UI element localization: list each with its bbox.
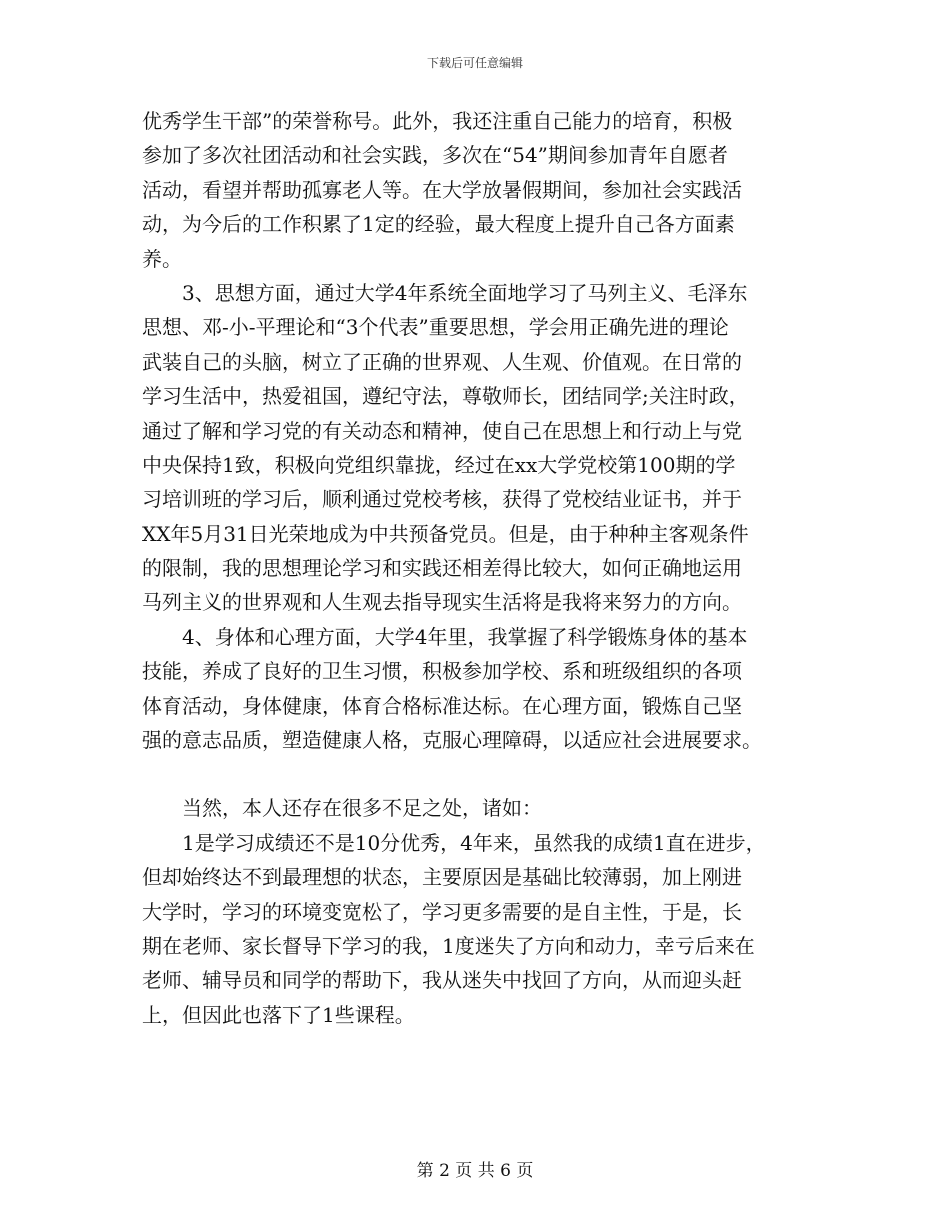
text-line: 通过了解和学习党的有关动态和精神，使自己在思想上和行动上与党 <box>142 418 742 443</box>
text-line: 武装自己的头脑，树立了正确的世界观、人生观、价值观。在日常的 <box>142 349 742 374</box>
text-line: 习培训班的学习后，顺利通过党校考核，获得了党校结业证书，并于 <box>142 487 742 512</box>
text-line: 4、身体和心理方面，大学4年里，我掌握了科学锻炼身体的基本 <box>142 624 748 649</box>
text-line: 体育活动，身体健康，体育合格标准达标。在心理方面，锻炼自己坚 <box>142 693 742 718</box>
page-header: 下载后可任意编辑 <box>426 56 523 70</box>
text-line: 优秀学生干部”的荣誉称号。此外，我还注重自己能力的培育，积极 <box>142 109 733 133</box>
text-line: 但却始终达不到最理想的状态，主要原因是基础比较薄弱，加上刚进 <box>142 865 742 890</box>
paragraph-gap <box>142 757 822 791</box>
text-line: 大学时，学习的环境变宽松了，学习更多需要的是自主性，于是，长 <box>142 899 742 924</box>
text-line: 当然，本人还存在很多不足之处，诸如： <box>142 796 542 821</box>
text-line: 3、思想方面，通过大学4年系统全面地学习了马列主义、毛泽东 <box>142 280 748 305</box>
document-body <box>142 104 822 1032</box>
text-line: 中央保持1致，积极向党组织靠拢，经过在xx大学党校第100期的学 <box>142 452 736 477</box>
text-line: 养。 <box>142 246 182 271</box>
text-line: 老师、辅导员和同学的帮助下，我从迷失中找回了方向，从而迎头赶 <box>142 968 742 993</box>
text-line: 动，为今后的工作积累了1定的经验，最大程度上提升自己各方面素 <box>142 212 735 237</box>
text-line: 强的意志品质，塑造健康人格，克服心理障碍，以适应社会进展要求。 <box>142 728 762 753</box>
page-number-footer: 第 2 页 共 6 页 <box>416 1161 534 1181</box>
text-line: 技能，养成了良好的卫生习惯，积极参加学校、系和班级组织的各项 <box>142 659 742 684</box>
text-line: 思想、邓-小-平理论和“3个代表”重要思想，学会用正确先进的理论 <box>142 315 729 340</box>
text-line: 活动，看望并帮助孤寡老人等。在大学放暑假期间，参加社会实践活 <box>142 177 742 202</box>
text-line: 的限制，我的思想理论学习和实践还相差得比较大，如何正确地运用 <box>142 556 742 581</box>
text-line: 上，但因此也落下了1些课程。 <box>142 1002 415 1027</box>
text-line: 学习生活中，热爱祖国，遵纪守法，尊敬师长，团结同学;关注时政， <box>142 384 749 409</box>
text-line: 参加了多次社团活动和社会实践，多次在“54”期间参加青年自愿者 <box>142 143 728 168</box>
text-line: 期在老师、家长督导下学习的我，1度迷失了方向和动力，幸亏后来在 <box>142 933 755 958</box>
text-line: 马列主义的世界观和人生观去指导现实生活将是我将来努力的方向。 <box>142 590 742 615</box>
text-line: 1是学习成绩还不是10分优秀，4年来，虽然我的成绩1直在进步， <box>142 830 766 855</box>
text-line: XX年5月31日光荣地成为中共预备党员。但是，由于种种主客观条件 <box>142 521 749 546</box>
